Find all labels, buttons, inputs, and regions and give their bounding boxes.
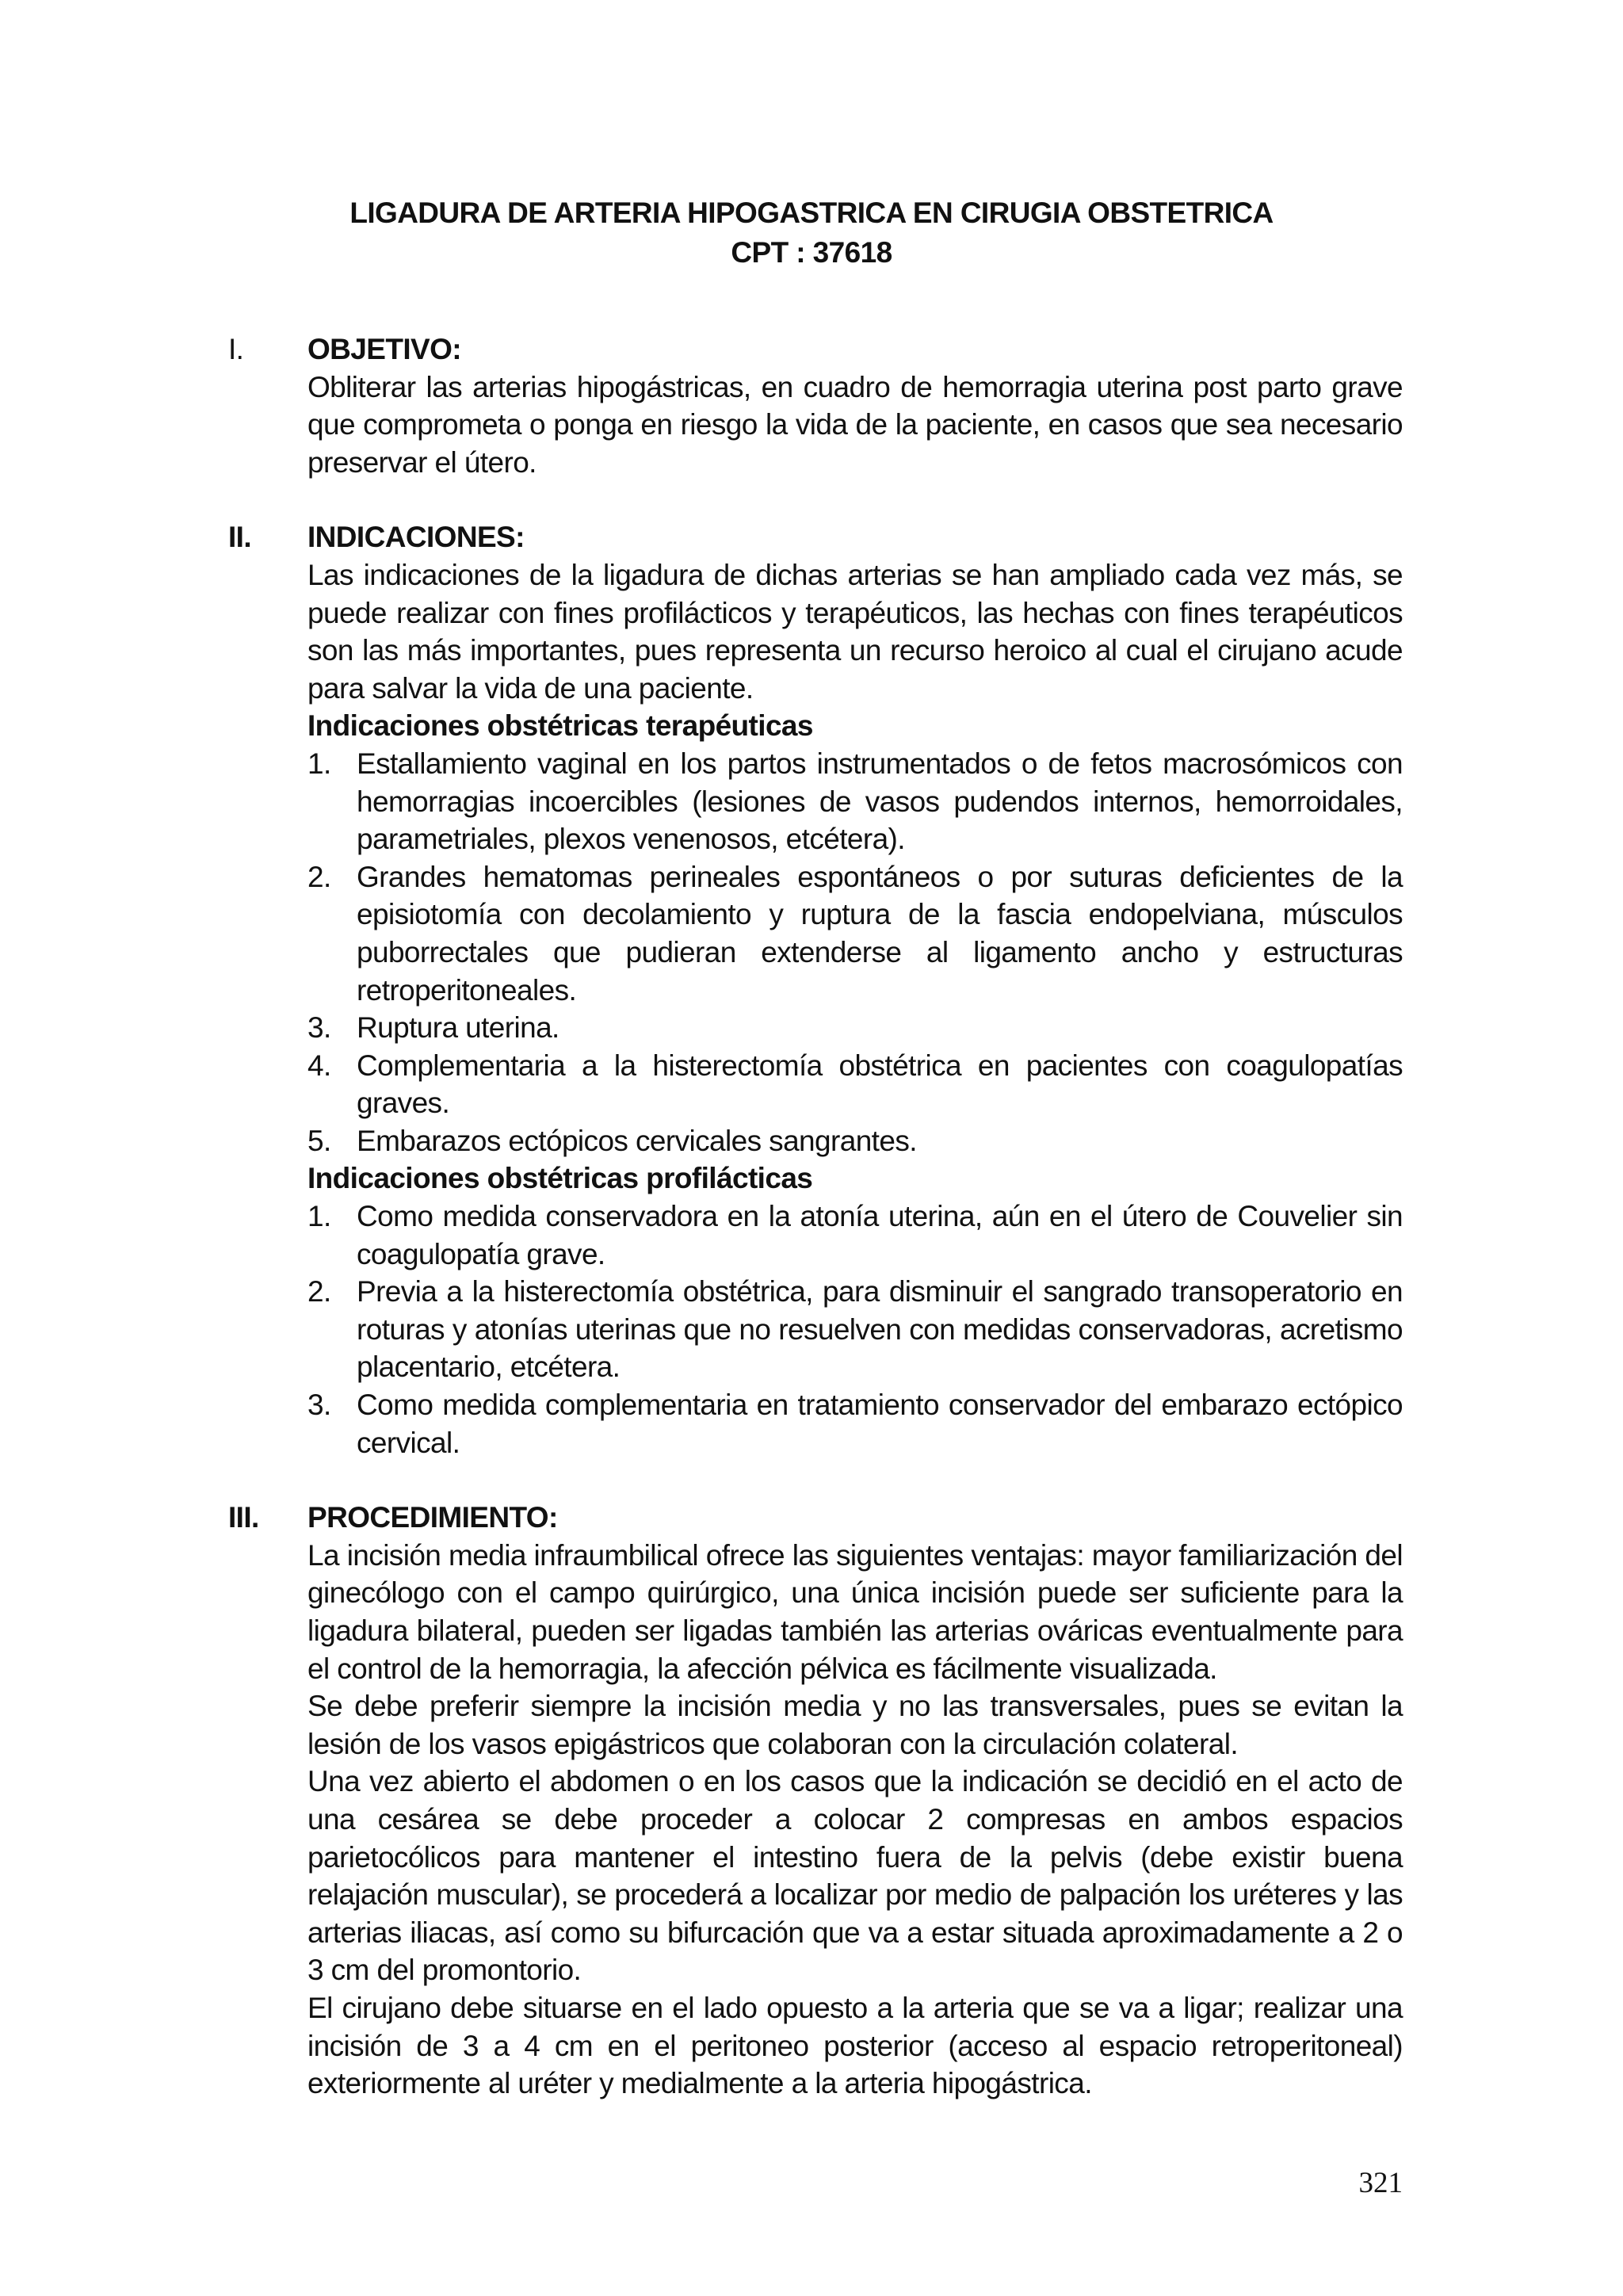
list-profilacticas bbox=[307, 1198, 1403, 1461]
title-line-1: LIGADURA DE ARTERIA HIPOGASTRICA EN CIRUGIA OBSTETRICA bbox=[349, 197, 1274, 229]
document-body bbox=[228, 330, 1403, 2140]
section-objetivo bbox=[228, 330, 1403, 481]
list-item bbox=[307, 1009, 1403, 1047]
list-item-text: Embarazos ectópicos cervicales sangrantes. bbox=[357, 1124, 917, 1157]
list-item-text: Como medida complementaria en tratamiento conservador del embarazo ectópico cervical. bbox=[357, 1389, 1403, 1459]
list-item bbox=[307, 1122, 1403, 1160]
list-item-text: Complementaria a la histerectomía obstétrica en pacientes con coagulopatías graves. bbox=[357, 1049, 1403, 1120]
paragraph: Obliterar las arterias hipogástricas, en cuadro de hemorragia uterina post parto grave que comprometa o ponga en riesgo la vida de la paciente, en casos que sea necesario preservar el útero. bbox=[307, 370, 1403, 479]
list-item-number: 2. bbox=[307, 860, 331, 893]
list-item-number: 4. bbox=[307, 1049, 331, 1082]
subheading-profilacticas: Indicaciones obstétricas profilácticas bbox=[307, 1162, 813, 1195]
list-item-number: 1. bbox=[307, 1200, 331, 1233]
list-item-number: 5. bbox=[307, 1124, 331, 1157]
list-item bbox=[307, 1198, 1403, 1273]
section-heading: INDICACIONES: bbox=[307, 521, 525, 554]
list-item-number: 3. bbox=[307, 1389, 331, 1422]
paragraph: Una vez abierto el abdomen o en los casos que la indicación se decidió en el acto de una cesárea se debe proceder a colocar 2 compresas en ambos espacios parietocólicos para mantener el intestino fuera de la pelvis (debe existir buena relajación muscular), se procederá a localizar por medio de palpación los uréteres y las arterias iliacas, así como su bifurcación que va a estar situada aproximadamente a 2 o 3 cm del promontorio. bbox=[307, 1765, 1403, 1987]
paragraph: El cirujano debe situarse en el lado opuesto a la arteria que se va a ligar; realizar una incisión de 3 a 4 cm en el peritoneo posterior (acceso al espacio retroperitoneal) exteriormente al uréter y medialmente a la arteria hipogástrica. bbox=[307, 1991, 1403, 2100]
document-title bbox=[0, 193, 1623, 273]
section-indicaciones bbox=[228, 518, 1403, 1461]
section-number: I. bbox=[228, 333, 244, 365]
page-number: 321 bbox=[1358, 2167, 1403, 2199]
list-item bbox=[307, 745, 1403, 858]
paragraph: Las indicaciones de la ligadura de dichas arterias se han ampliado cada vez más, se puede realizar con fines profilácticos y terapéuticos, las hechas con fines terapéuticos son las más importantes, pues representa un recurso heroico al cual el cirujano acude para salvar la vida de una paciente. bbox=[307, 558, 1403, 705]
section-number: II. bbox=[228, 521, 252, 554]
list-item-text: Estallamiento vaginal en los partos instrumentados o de fetos macrosómicos con hemorragias incoercibles (lesiones de vasos pudendos internos, hemorroidales, parametriales, plexos venenosos, etcétera). bbox=[357, 747, 1403, 856]
list-item-text: Como medida conservadora en la atonía uterina, aún en el útero de Couvelier sin coagulopatía grave. bbox=[357, 1200, 1403, 1270]
list-item-number: 3. bbox=[307, 1011, 331, 1045]
list-item-number: 1. bbox=[307, 747, 331, 780]
subheading-terapeuticas: Indicaciones obstétricas terapéuticas bbox=[307, 709, 813, 743]
list-item-text: Ruptura uterina. bbox=[357, 1011, 559, 1045]
paragraph: La incisión media infraumbilical ofrece las siguientes ventajas: mayor familiarización del ginecólogo con el campo quirúrgico, una única incisión puede ser suficiente para la ligadura bilateral, pueden ser ligadas también las arterias ováricas eventualmente para el control de la hemorragia, la afección pélvica es fácilmente visualizada. bbox=[307, 1538, 1403, 1685]
section-procedimiento bbox=[228, 1499, 1403, 2103]
section-number: III. bbox=[228, 1501, 259, 1534]
list-item-number: 2. bbox=[307, 1275, 331, 1308]
list-terapeuticas bbox=[307, 745, 1403, 1160]
list-item-text: Previa a la histerectomía obstétrica, para disminuir el sangrado transoperatorio en roturas y atonías uterinas que no resuelven con medidas conservadoras, acretismo placentario, etcétera. bbox=[357, 1275, 1403, 1384]
list-item bbox=[307, 1273, 1403, 1386]
section-heading: PROCEDIMIENTO: bbox=[307, 1501, 558, 1534]
section-heading: OBJETIVO: bbox=[307, 333, 462, 365]
title-line-2-cpt-code: CPT : 37618 bbox=[731, 236, 892, 269]
paragraph: Se debe preferir siempre la incisión media y no las transversales, pues se evitan la lesión de los vasos epigástricos que colaboran con la circulación colateral. bbox=[307, 1690, 1403, 1760]
list-item bbox=[307, 858, 1403, 1009]
list-item-text: Grandes hematomas perineales espontáneos o por suturas deficientes de la episiotomía con decolamiento y ruptura de la fascia endopelviana, músculos puborrectales que pudieran extenderse al ligamento ancho y estructuras retroperitoneales. bbox=[357, 860, 1403, 1007]
list-item bbox=[307, 1386, 1403, 1461]
list-item bbox=[307, 1047, 1403, 1122]
